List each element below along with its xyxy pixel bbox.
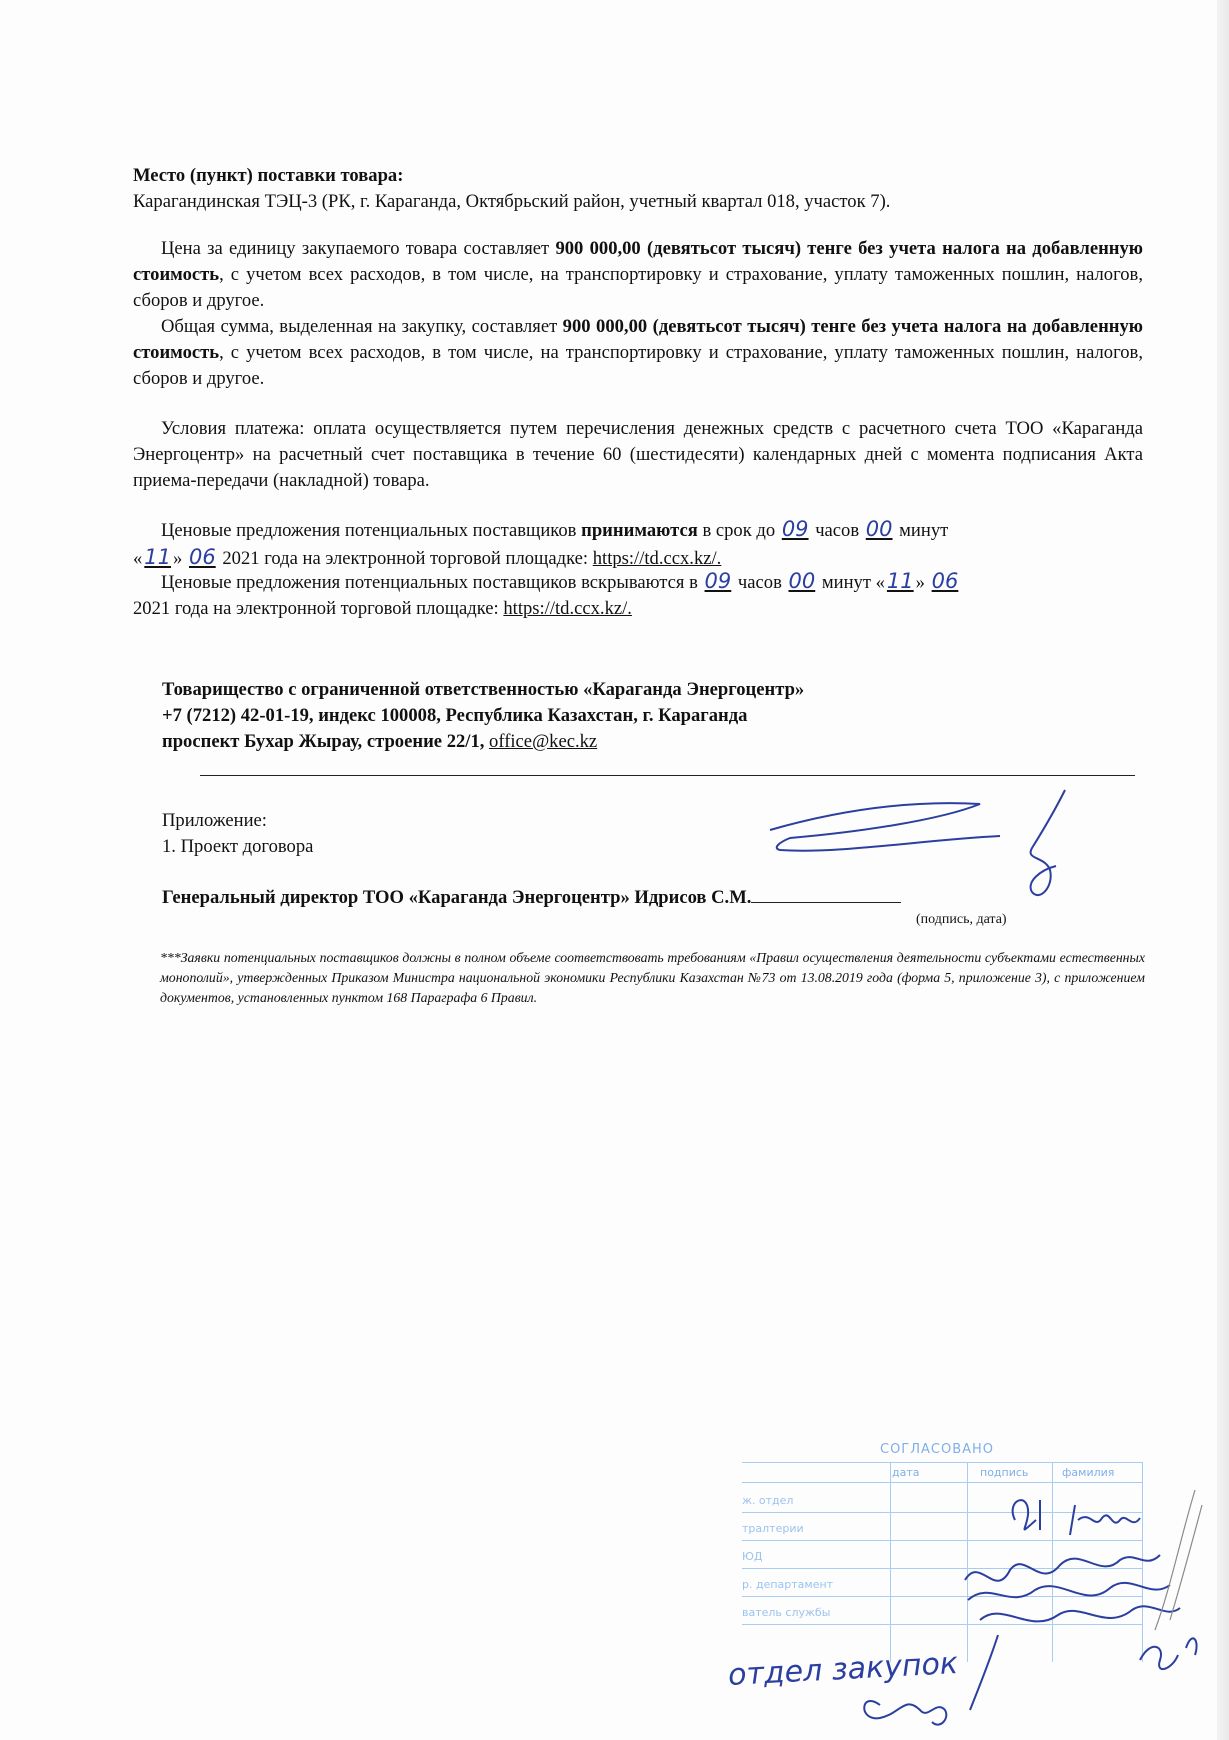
company-email-link[interactable]: office@kec.kz	[489, 731, 598, 752]
company-line-1: Товарищество с ограниченной ответственностью «Караганда Энергоцентр»	[162, 679, 805, 700]
director-signature	[760, 790, 1090, 920]
payment-paragraph: Условия платежа: оплата осуществляется путем перечисления денежных средств с расчетного счета ТОО «Караганда Энергоцентр» на расчетный счет поставщика в течение 60 (шестидесяти) календарных дней с момента подписания Акта приема-передачи (накладной) товара.	[133, 418, 1143, 491]
accept-minute-handwritten: 00	[865, 517, 893, 541]
company-line-3: проспект Бухар Жырау, строение 22/1, office@kec.kz	[162, 731, 598, 752]
place-heading: Место (пункт) поставки товара:	[133, 165, 404, 186]
accept-month-handwritten: 06	[188, 545, 216, 569]
accept-day-handwritten: 11	[144, 545, 172, 569]
open-day-handwritten: 11	[886, 569, 914, 593]
stamp-col-name: фамилия	[1062, 1466, 1115, 1479]
footnote: ***Заявки потенциальных поставщиков должны в полном объеме соответствовать требованиям «Правил осуществления деятельности субъектами естественных монополий», утвержденных Приказом Министра национальной экономики Республики Казахстан №73 от 13.08.2019 года (форма 5, приложение 3), с приложением документов, установленных пунктом 168 Параграфа 6 Правил.	[160, 950, 1145, 1005]
stamp-handwritten-signatures	[740, 1460, 1210, 1730]
handwritten-department-note: отдел закупок	[727, 1646, 959, 1693]
open-hour-handwritten: 09	[704, 569, 732, 593]
signature-caption: (подпись, дата)	[916, 912, 1007, 927]
place-text: Карагандинская ТЭЦ-3 (РК, г. Караганда, Октябрьский район, учетный квартал 018, участок 7).	[133, 191, 891, 212]
stamp-row-label: ж. отдел	[742, 1494, 794, 1507]
director-line: Генеральный директор ТОО «Караганда Энергоцентр» Идрисов С.М.	[162, 884, 901, 911]
stamp-row-label: р. департамент	[742, 1578, 834, 1591]
stamp-col-sign: подпись	[980, 1466, 1029, 1479]
accept-paragraph: Ценовые предложения потенциальных поставщиков принимаются в срок до 09 часов 00 минут «11 » 06 2021 года на электронной торговой площадке: https://td.ccx.kz/.	[133, 517, 949, 569]
stamp-title: СОГЛАСОВАНО	[880, 1442, 995, 1457]
accept-url-link[interactable]: https://td.ccx.kz/.	[592, 548, 722, 569]
price-paragraph: Цена за единицу закупаемого товара составляет 900 000,00 (девятьсот тысяч) тенге без учета налога на добавленную стоимость, с учетом всех расходов, в том числе, на транспортировку и страхование, уплату таможенных пошлин, налогов, сборов и другое.	[133, 238, 1143, 311]
attachment-item: 1. Проект договора	[162, 836, 314, 857]
accept-hour-handwritten: 09	[781, 517, 809, 541]
open-paragraph: Ценовые предложения потенциальных поставщиков вскрываются в 09 часов 00 минут «11 » 06 2021 года на электронной торговой площадке: https://td.ccx.kz/.	[133, 569, 959, 619]
open-url-link[interactable]: https://td.ccx.kz/.	[503, 598, 632, 619]
open-minute-handwritten: 00	[788, 569, 816, 593]
stamp-row-label: тралтерии	[742, 1522, 804, 1535]
total-paragraph: Общая сумма, выделенная на закупку, составляет 900 000,00 (девятьсот тысяч) тенге без учета налога на добавленную стоимость, с учетом всех расходов, в том числе, на транспортировку и страхование, уплату таможенных пошлин, налогов, сборов и другое.	[133, 316, 1143, 389]
attachment-heading: Приложение:	[162, 810, 267, 831]
scan-edge	[1217, 0, 1229, 1740]
company-line-2: +7 (7212) 42-01-19, индекс 100008, Республика Казахстан, г. Караганда	[162, 705, 748, 726]
stamp-col-date: дата	[892, 1466, 920, 1479]
open-month-handwritten: 06	[931, 569, 959, 593]
stamp-row-label: ЮД	[742, 1550, 763, 1563]
horizontal-rule	[200, 775, 1135, 776]
stamp-row-label: ватель службы	[742, 1606, 831, 1619]
